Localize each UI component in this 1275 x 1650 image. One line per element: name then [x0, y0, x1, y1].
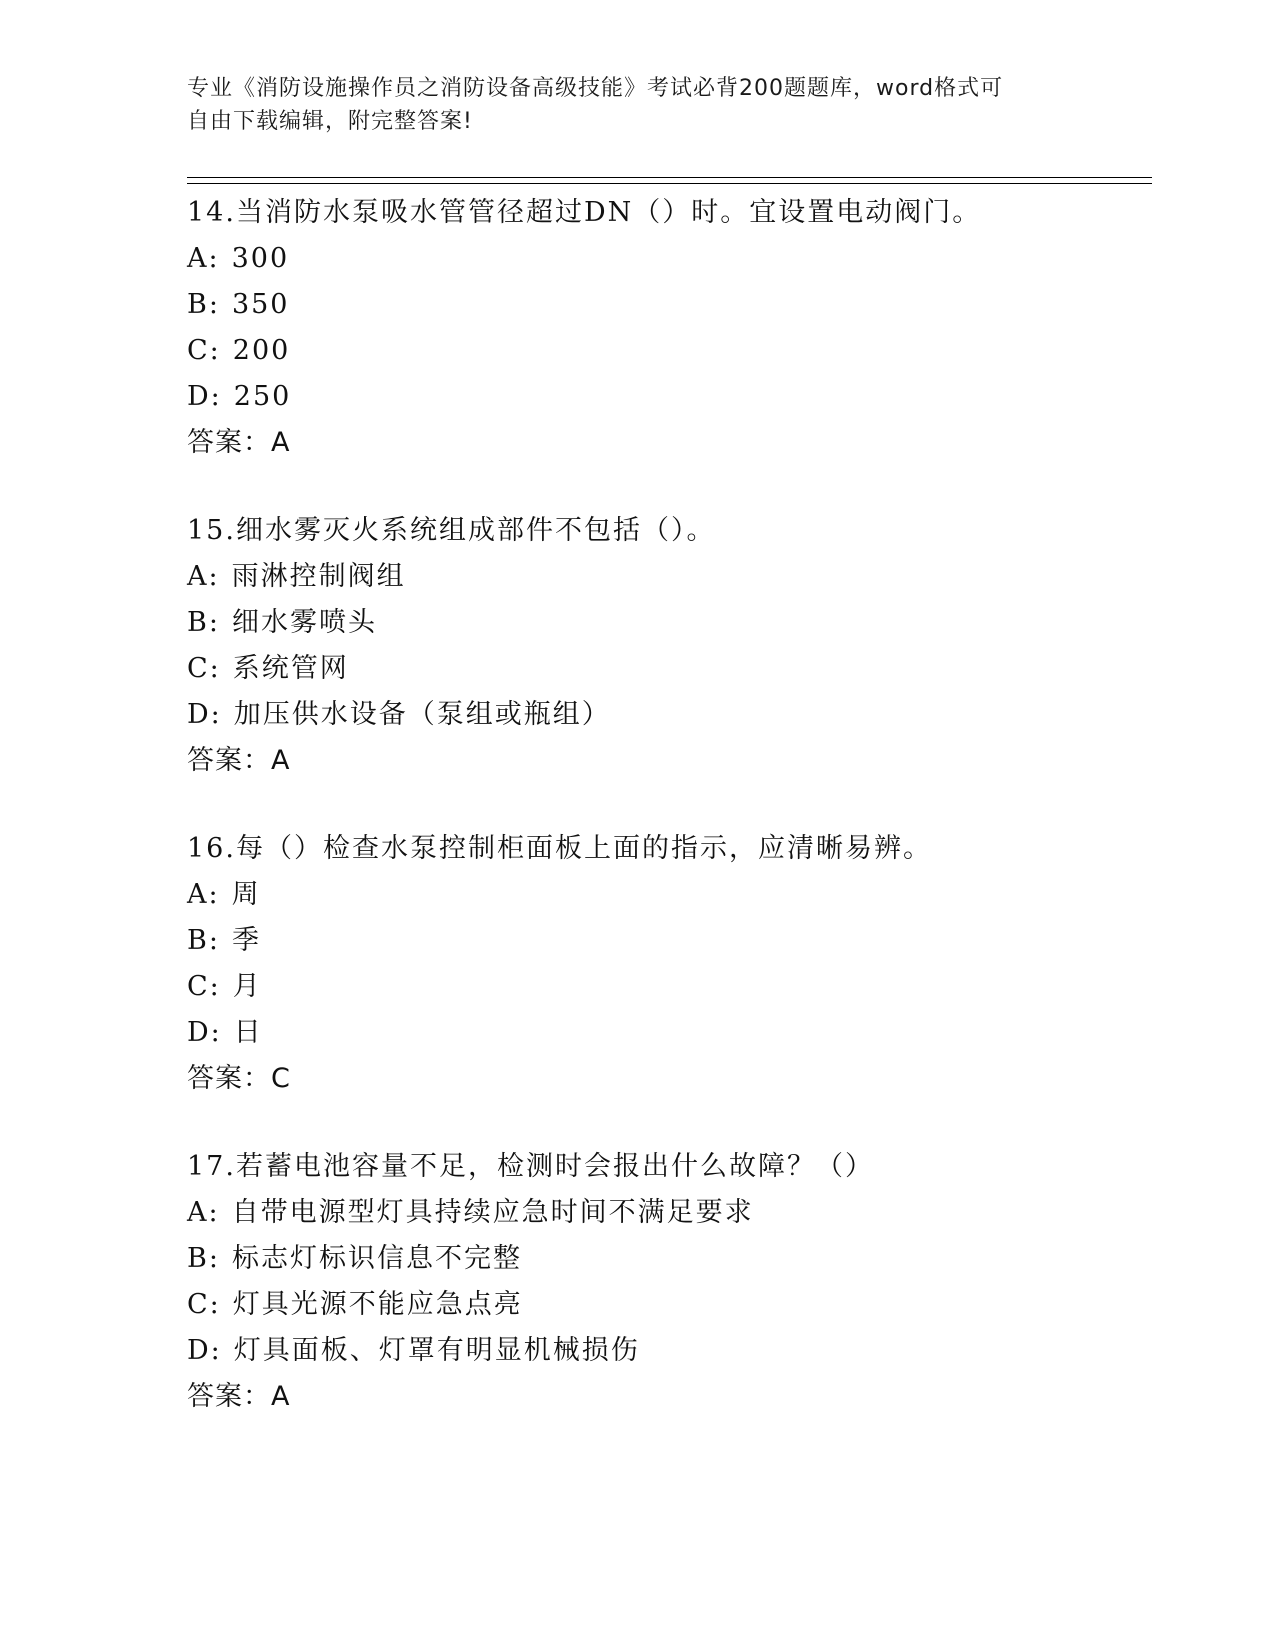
- answer-label: 答案：C: [187, 1063, 291, 1094]
- option-b: [187, 1236, 1147, 1282]
- option-separator: :: [208, 607, 220, 638]
- question-stem: 17.若蓄电池容量不足，检测时会报出什么故障？（）: [187, 1151, 874, 1182]
- question-stem: 15.细水雾灭火系统组成部件不包括（）。: [187, 515, 716, 546]
- question-17: [187, 1144, 1147, 1420]
- option-letter: D: [187, 381, 211, 412]
- document-header: [187, 72, 1067, 138]
- option-b: [187, 918, 1147, 964]
- option-letter: A: [187, 879, 209, 910]
- answer-label: 答案：A: [187, 427, 291, 458]
- option-separator: :: [208, 879, 220, 910]
- option-text: 标志灯标识信息不完整: [231, 1243, 522, 1274]
- option-letter: A: [187, 243, 209, 274]
- option-text: 日: [233, 1017, 263, 1048]
- option-c: [187, 328, 1147, 374]
- option-d: [187, 692, 1147, 738]
- option-d: [187, 374, 1147, 420]
- option-letter: D: [187, 699, 211, 730]
- option-text: 250: [233, 381, 292, 412]
- option-letter: C: [187, 1289, 210, 1320]
- option-a: [187, 236, 1147, 282]
- option-separator: :: [208, 1197, 220, 1228]
- header-line-2: 自由下载编辑，附完整答案!: [187, 109, 473, 134]
- question-14: [187, 190, 1147, 466]
- question-16: [187, 826, 1147, 1102]
- option-separator: :: [208, 243, 220, 274]
- option-separator: :: [208, 1243, 220, 1274]
- option-separator: :: [210, 381, 222, 412]
- option-separator: :: [209, 653, 221, 684]
- option-separator: :: [210, 1335, 222, 1366]
- option-b: [187, 600, 1147, 646]
- option-letter: B: [187, 1243, 209, 1274]
- option-letter: B: [187, 925, 209, 956]
- option-letter: B: [187, 607, 209, 638]
- option-letter: D: [187, 1017, 211, 1048]
- option-text: 300: [231, 243, 290, 274]
- option-separator: :: [210, 699, 222, 730]
- question-stem: 14.当消防水泵吸水管管径超过DN（）时。宜设置电动阀门。: [187, 197, 982, 228]
- header-divider-bottom: [187, 183, 1152, 184]
- option-a: [187, 1190, 1147, 1236]
- option-text: 加压供水设备（泵组或瓶组）: [233, 699, 611, 730]
- option-letter: C: [187, 653, 210, 684]
- question-15: [187, 508, 1147, 784]
- option-letter: C: [187, 971, 210, 1002]
- option-c: [187, 964, 1147, 1010]
- option-separator: :: [208, 289, 220, 320]
- option-text: 灯具光源不能应急点亮: [232, 1289, 523, 1320]
- option-letter: A: [187, 1197, 209, 1228]
- option-letter: C: [187, 335, 210, 366]
- header-divider-top: [187, 177, 1152, 178]
- answer-label: 答案：A: [187, 1381, 291, 1412]
- option-letter: D: [187, 1335, 211, 1366]
- option-separator: :: [209, 335, 221, 366]
- option-text: 200: [232, 335, 291, 366]
- option-text: 自带电源型灯具持续应急时间不满足要求: [231, 1197, 754, 1228]
- option-separator: :: [209, 971, 221, 1002]
- option-c: [187, 1282, 1147, 1328]
- option-letter: A: [187, 561, 209, 592]
- question-stem: 16.每（）检查水泵控制柜面板上面的指示，应清晰易辨。: [187, 833, 932, 864]
- answer-label: 答案：A: [187, 745, 291, 776]
- header-line-1: 专业《消防设施操作员之消防设备高级技能》考试必背200题题库，word格式可: [187, 76, 1004, 101]
- option-text: 细水雾喷头: [231, 607, 377, 638]
- option-a: [187, 554, 1147, 600]
- option-c: [187, 646, 1147, 692]
- option-text: 系统管网: [232, 653, 349, 684]
- option-a: [187, 872, 1147, 918]
- option-d: [187, 1010, 1147, 1056]
- option-text: 月: [232, 971, 262, 1002]
- option-text: 雨淋控制阀组: [231, 561, 406, 592]
- option-text: 季: [231, 925, 261, 956]
- option-text: 周: [231, 879, 261, 910]
- option-letter: B: [187, 289, 209, 320]
- option-separator: :: [209, 1289, 221, 1320]
- option-text: 350: [231, 289, 290, 320]
- option-separator: :: [210, 1017, 222, 1048]
- option-separator: :: [208, 561, 220, 592]
- question-list: [187, 190, 1147, 1462]
- option-d: [187, 1328, 1147, 1374]
- option-b: [187, 282, 1147, 328]
- option-text: 灯具面板、灯罩有明显机械损伤: [233, 1335, 640, 1366]
- option-separator: :: [208, 925, 220, 956]
